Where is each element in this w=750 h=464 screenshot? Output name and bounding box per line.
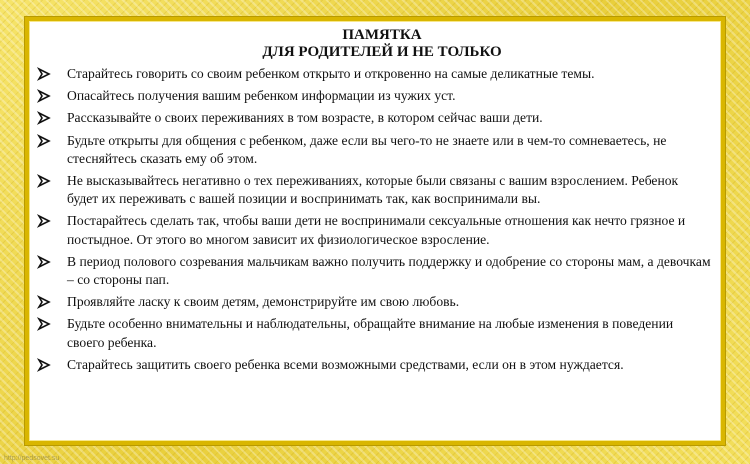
- memo-title: [53, 27, 711, 61]
- memo-item: [35, 65, 711, 83]
- memo-item: [35, 212, 711, 248]
- memo-item-text: В период полового созревания мальчикам важно получить поддержку и одобрение со стороны мам, а девочкам – со стороны пап.: [67, 253, 711, 288]
- memo-item-text: Старайтесь говорить со своим ребенком открыто и откровенно на самые деликатные темы.: [67, 66, 595, 81]
- memo-item-text: Будьте особенно внимательны и наблюдательны, обращайте внимание на любые изменения в поведении своего ребенка.: [67, 316, 674, 350]
- memo-item: [35, 87, 711, 105]
- arrowhead-bullet-icon: [37, 172, 51, 190]
- arrowhead-bullet-icon: [37, 315, 51, 333]
- arrowhead-bullet-icon: [37, 293, 51, 311]
- memo-item: [35, 356, 711, 374]
- arrowhead-bullet-icon: [37, 212, 51, 230]
- memo-panel: [25, 17, 725, 445]
- memo-item: [35, 293, 711, 311]
- memo-item-text: Не высказывайтесь негативно о тех переживаниях, которые были связаны с вашим взрослением. Ребенок будет их переживать с вашей позиции и воспринимать так, как воспринимали вы.: [67, 173, 679, 207]
- arrowhead-bullet-icon: [37, 65, 51, 83]
- memo-title-line1: ПАМЯТКА: [342, 27, 422, 43]
- memo-title-line2: ДЛЯ РОДИТЕЛЕЙ И НЕ ТОЛЬКО: [262, 44, 502, 60]
- memo-list: [35, 65, 711, 374]
- arrowhead-bullet-icon: [37, 109, 51, 127]
- memo-item: [35, 109, 711, 127]
- memo-item-text: Будьте открыты для общения с ребенком, даже если вы чего-то не знаете или в чем-то сомневаетесь, не стесняйтесь сказать ему об этом.: [67, 132, 667, 166]
- memo-item-text: Рассказывайте о своих переживаниях в том возрасте, в котором сейчас ваши дети.: [67, 110, 543, 126]
- memo-item-text: Опасайтесь получения вашим ребенком информации из чужих уст.: [67, 88, 456, 104]
- memo-content: [29, 21, 721, 441]
- memo-item: [35, 132, 711, 168]
- watermark: http://pedsovet.su: [4, 455, 60, 462]
- memo-item: [35, 315, 711, 351]
- memo-item-text: Постарайтесь сделать так, чтобы ваши дети не воспринимали сексуальные отношения как нечто грязное и постыдное. От этого во многом зависит их физиологическое взросление.: [67, 213, 686, 247]
- memo-item-text: Проявляйте ласку к своим детям, демонстрируйте им свою любовь.: [67, 294, 460, 310]
- memo-item: [35, 253, 711, 289]
- arrowhead-bullet-icon: [37, 253, 51, 271]
- arrowhead-bullet-icon: [37, 356, 51, 374]
- memo-item: [35, 172, 711, 208]
- memo-item-text: Старайтесь защитить своего ребенка всеми возможными средствами, если он в этом нуждается.: [67, 356, 624, 372]
- arrowhead-bullet-icon: [37, 132, 51, 150]
- arrowhead-bullet-icon: [37, 87, 51, 105]
